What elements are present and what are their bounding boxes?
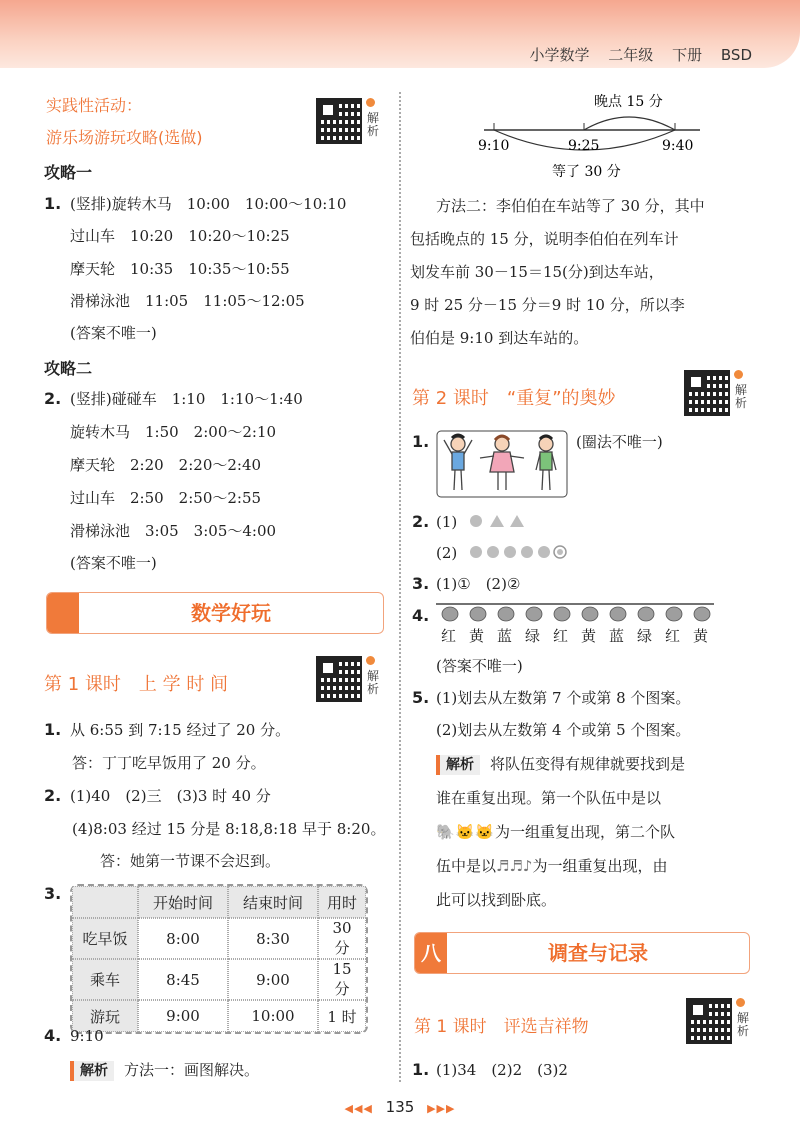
table-cell: 8:30: [228, 918, 318, 959]
explanation-text: 此可以找到卧底。: [436, 891, 557, 909]
plan1-number: 1.: [44, 194, 62, 213]
plan2-line: (答案不唯一): [70, 554, 157, 572]
circle-shape: [470, 546, 482, 558]
plan1-label: 攻略一: [44, 163, 93, 182]
s1-number: 1.: [412, 1060, 430, 1079]
qr-jiexi-label: 解析: [367, 111, 380, 138]
s1-answer: (1)34 (2)2 (3)2: [436, 1061, 568, 1079]
color-label: 黄: [469, 627, 485, 645]
table-row: [72, 886, 366, 918]
table-header: [72, 886, 138, 918]
page-number-value: 135: [385, 1098, 415, 1116]
q3-number: 3.: [44, 884, 62, 903]
table-cell: 9:00: [138, 1000, 228, 1032]
lantern-icon: [442, 607, 458, 621]
explanation-text: 将队伍变得有规律就要找到是: [490, 755, 686, 773]
color-label: 黄: [693, 627, 709, 645]
explanation-text: 伍中是以: [436, 857, 497, 875]
r1-number: 1.: [412, 432, 430, 451]
q2-line: (4)8:03 经过 15 分是 8:18,8:18 早于 8:20。: [72, 820, 386, 838]
table-cell: 游玩: [72, 1000, 138, 1032]
kids-figure: [436, 430, 568, 498]
time-label: 9:25: [568, 138, 600, 154]
prev-arrows-icon: ◀◀◀: [344, 1102, 373, 1115]
plan1-line: 过山车 10:20 10:20～10:25: [70, 227, 290, 245]
circle-shape: [521, 546, 533, 558]
lantern-string: [436, 600, 716, 624]
banner-tab: [47, 593, 79, 633]
qr-jiexi-label: 解析: [737, 1011, 750, 1038]
color-label: 红: [441, 627, 457, 645]
lesson-title: 第 2 课时 “重复”的奥妙: [412, 388, 616, 409]
qr-code-icon[interactable]: [686, 998, 732, 1044]
header-volume: 下册: [672, 46, 703, 64]
explanation-text: 谁在重复出现。第一个队伍中是以: [436, 789, 662, 807]
time-label: 9:40: [662, 138, 694, 154]
plan1-line: (答案不唯一): [70, 324, 157, 342]
qr-code-icon[interactable]: [316, 98, 362, 144]
header-edition: BSD: [720, 46, 752, 64]
lantern-icon: [526, 607, 542, 621]
lantern-icon: [666, 607, 682, 621]
play-icon: [734, 370, 743, 379]
method2-line: 划发车前 30－15＝15(分)到达车站，: [410, 263, 664, 281]
jiexi-badge: 解析: [70, 1061, 114, 1081]
shape-sequence-2: [468, 543, 568, 561]
table-header: 开始时间: [138, 886, 228, 918]
lantern-icon: [582, 607, 598, 621]
table-cell: 乘车: [72, 959, 138, 1000]
lantern-icon: [610, 607, 626, 621]
activity-title-1: 实践性活动：: [46, 96, 143, 115]
color-label: 红: [665, 627, 681, 645]
note-icons: ♬♬♪: [496, 857, 533, 875]
triangle-shape: [510, 515, 524, 527]
timeline-diagram: [470, 90, 710, 180]
table-cell: 15 分: [318, 959, 366, 1000]
table-row: [72, 959, 366, 1000]
lantern-icon: [554, 607, 570, 621]
method2-line: 包括晚点的 15 分，说明李伯伯在列车计: [410, 230, 679, 248]
late-arc: [584, 117, 675, 130]
r5-number: 5.: [412, 688, 430, 707]
table-row: [72, 1000, 366, 1032]
column-divider: [399, 92, 401, 1082]
r3-number: 3.: [412, 574, 430, 593]
lesson-title: 第 1 课时 评选吉祥物: [414, 1017, 589, 1037]
color-label: 红: [553, 627, 569, 645]
plan2-line: 旋转木马 1:50 2:00～2:10: [70, 423, 277, 441]
table-header: 用时: [318, 886, 366, 918]
play-icon: [736, 998, 745, 1007]
q1-answer: 答：丁丁吃早饭用了 20 分。: [72, 754, 266, 772]
q2-answer: 答：她第一节课不会迟到。: [100, 852, 281, 870]
explanation-text: 为一组重复出现，第二个队: [495, 823, 676, 841]
section-banner: [46, 592, 384, 634]
page-header: [516, 44, 753, 65]
q4-explanation: [70, 1060, 259, 1081]
header-grade: 二年级: [608, 46, 654, 64]
r5-explanation: [436, 754, 685, 775]
q2-line: (1)40 (2)三 (3)3 时 40 分: [70, 787, 271, 805]
explanation-line: [436, 856, 668, 876]
qr-jiexi-label: 解析: [735, 383, 748, 410]
lantern-icon: [498, 607, 514, 621]
method2-line: 方法二：李伯伯在车站等了 30 分，其中: [436, 197, 705, 215]
r1-note: (圈法不唯一): [576, 433, 663, 451]
plan2-line: 滑梯泳池 3:05 3:05～4:00: [70, 522, 277, 540]
table-cell: 10:00: [228, 1000, 318, 1032]
circle-shape: [470, 515, 482, 527]
r3-answer: (1)① (2)②: [436, 575, 521, 593]
plan2-number: 2.: [44, 389, 62, 408]
color-label: 黄: [581, 627, 597, 645]
method2-line: 伯伯是 9:10 到达车站的。: [410, 329, 589, 347]
ring-center: [557, 549, 563, 555]
triangle-shape: [490, 515, 504, 527]
plan2-line: (竖排)碰碰车 1:10 1:10～1:40: [70, 390, 303, 408]
play-icon: [366, 98, 375, 107]
explanation-line: [436, 822, 675, 842]
time-label: 9:10: [478, 138, 510, 154]
jiexi-badge: 解析: [436, 755, 480, 775]
r5-line: (2)划去从左数第 4 个或第 5 个图案。: [436, 721, 691, 739]
animal-icons: 🐘🐱🐱: [436, 823, 496, 841]
explanation-text: 为一组重复出现，由: [532, 857, 668, 875]
plan2-line: 摩天轮 2:20 2:20～2:40: [70, 456, 262, 474]
table-row: [72, 918, 366, 959]
r5-line: (1)划去从左数第 7 个或第 8 个图案。: [436, 689, 691, 707]
qr-jiexi-label: 解析: [367, 669, 380, 696]
color-label: 蓝: [609, 627, 625, 645]
q4-number: 4.: [44, 1026, 62, 1045]
r2-part1: (1): [436, 513, 458, 531]
table-cell: 9:00: [228, 959, 318, 1000]
banner-tab: 八: [415, 933, 447, 973]
lesson-title: 第 1 课时 上 学 时 间: [44, 674, 229, 695]
banner-title: 调查与记录: [548, 941, 648, 965]
wait-label: 等了 30 分: [552, 164, 621, 180]
q2-number: 2.: [44, 786, 62, 805]
method2-line: 9 时 25 分－15 分＝9 时 10 分，所以李: [410, 296, 685, 314]
qr-code-icon[interactable]: [316, 656, 362, 702]
lantern-icon: [694, 607, 710, 621]
r4-number: 4.: [412, 606, 430, 625]
color-label: 蓝: [497, 627, 513, 645]
time-table: [70, 884, 368, 1034]
method1-text: 方法一：画图解决。: [124, 1061, 260, 1079]
plan1-line: 摩天轮 10:35 10:35～10:55: [70, 260, 290, 278]
next-arrows-icon: ▶▶▶: [427, 1102, 456, 1115]
activity-title-2: 游乐场游玩攻略(选做): [46, 128, 203, 147]
lantern-colors: [441, 626, 713, 646]
plan2-line: 过山车 2:50 2:50～2:55: [70, 489, 262, 507]
circle-shape: [504, 546, 516, 558]
circle-shape: [538, 546, 550, 558]
table-cell: 吃早饭: [72, 918, 138, 959]
header-subject: 小学数学: [529, 46, 590, 64]
table-cell: 30 分: [318, 918, 366, 959]
q1-number: 1.: [44, 720, 62, 739]
plan1-line: (竖排)旋转木马 10:00 10:00～10:10: [70, 195, 347, 213]
r2-number: 2.: [412, 512, 430, 531]
plan1-line: 滑梯泳池 11:05 11:05～12:05: [70, 292, 305, 310]
lantern-icon: [470, 607, 486, 621]
page-number: [0, 1098, 800, 1116]
r4-note: (答案不唯一): [436, 657, 523, 675]
late-label: 晚点 15 分: [594, 94, 663, 110]
lantern-icon: [638, 607, 654, 621]
q1-line: 从 6:55 到 7:15 经过了 20 分。: [70, 721, 291, 739]
color-label: 绿: [637, 627, 653, 645]
qr-code-icon[interactable]: [684, 370, 730, 416]
table-cell: 1 时: [318, 1000, 366, 1032]
color-label: 绿: [525, 627, 541, 645]
q4-answer: 9:10: [70, 1027, 104, 1045]
table-header: 结束时间: [228, 886, 318, 918]
play-icon: [366, 656, 375, 665]
shape-sequence-1: [468, 512, 532, 530]
plan2-label: 攻略二: [44, 359, 93, 378]
circle-shape: [487, 546, 499, 558]
r2-part2: (2): [436, 544, 458, 562]
section-banner: [414, 932, 750, 974]
table-cell: 8:00: [138, 918, 228, 959]
table-cell: 8:45: [138, 959, 228, 1000]
banner-title: 数学好玩: [191, 601, 271, 625]
